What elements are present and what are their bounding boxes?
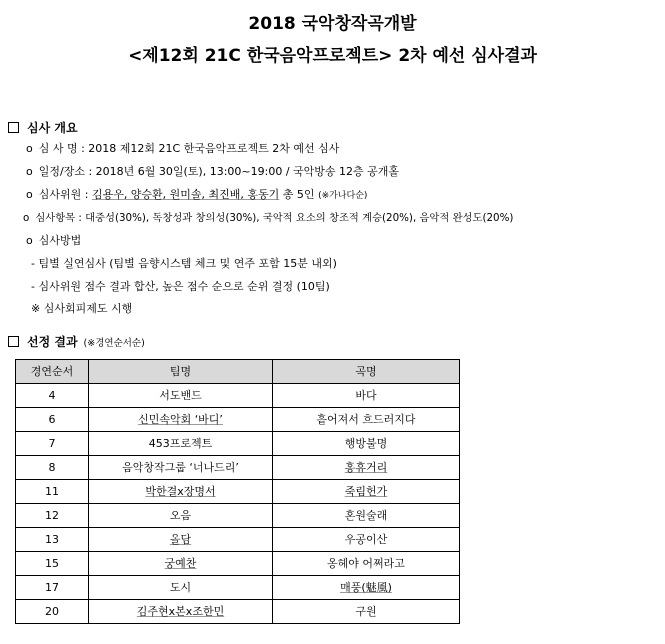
cell-team: 신민속악회 ‘바디’ [89,408,273,432]
checkbox-square-icon [8,336,19,347]
results-order-note: (※경연순서순) [83,338,145,349]
cell-order: 13 [16,528,89,552]
table-row [16,576,460,600]
method-detail-1: - 팀별 실연심사 (팀별 음향시스템 체크 및 연주 포함 15분 내외) [31,257,337,270]
cell-order: 4 [16,384,89,408]
cell-order: 20 [16,600,89,624]
column-header-song: 곡명 [273,360,460,384]
method-detail-2: - 심사위원 점수 결과 합산, 높은 점수 순으로 순위 결정 (10팀) [31,280,330,293]
overview-item-criteria: o 심사항목 : 대중성(30%), 독창성과 창의성(30%), 국악적 요소의 창조적 계승(20%), 음악적 완성도(20%) [23,212,514,224]
cell-team: 오음 [89,504,273,528]
bullet: o [26,234,33,247]
column-header-team: 팀명 [89,360,273,384]
table-header-row [16,360,460,384]
cell-order: 15 [16,552,89,576]
table-row [16,528,460,552]
checkbox-square-icon [8,122,19,133]
bullet: o [26,188,33,201]
bullet: o [23,212,30,224]
overview-heading-text: 심사 개요 [27,121,78,135]
bullet: o [26,142,33,155]
cell-order: 17 [16,576,89,600]
column-header-order: 경연순서 [16,360,89,384]
cell-order: 11 [16,480,89,504]
table-row [16,600,460,624]
results-heading-text: 선정 결과 [27,335,78,349]
overview-item-schedule: o 일정/장소 : 2018년 6월 30일(토), 13:00~19:00 / 국악방송 12층 공개홀 [26,165,400,178]
results-table [15,359,460,624]
cell-team: 도시 [89,576,273,600]
table-row [16,504,460,528]
bullet: o [26,165,33,178]
overview-item-judges: o 심사위원 : 김용우, 양승환, 원미솔, 최진배, 홍동기 총 5인 (※가나다순) [26,188,368,201]
cell-song: 바다 [273,384,460,408]
cell-order: 7 [16,432,89,456]
table-row [16,432,460,456]
cell-song: 흩어져서 흐드러지다 [273,408,460,432]
cell-team: 궁예찬 [89,552,273,576]
cell-song: 우공이산 [273,528,460,552]
cell-song: 홍휴거리 [273,456,460,480]
cell-song: 매풍(魅風) [273,576,460,600]
cell-team: 김주현x본x조한민 [89,600,273,624]
cell-team: 음악창작그룹 ‘너나드리’ [89,456,273,480]
overview-item-method: o 심사방법 [26,234,82,247]
cell-order: 12 [16,504,89,528]
cell-song: 구원 [273,600,460,624]
document-subtitle: <제12회 21C 한국음악프로젝트> 2차 예선 심사결과 [128,46,537,66]
cell-song: 행방불명 [273,432,460,456]
cell-order: 6 [16,408,89,432]
table-row [16,384,460,408]
cell-song: 옹헤야 어쩌라고 [273,552,460,576]
table-row [16,456,460,480]
document-title: 2018 국악창작곡개발 [248,14,417,34]
results-heading [8,333,145,350]
cell-team: 올담 [89,528,273,552]
cell-team: 박한결x장명서 [89,480,273,504]
cell-team: 453프로젝트 [89,432,273,456]
cell-order: 8 [16,456,89,480]
cell-song: 혼원술래 [273,504,460,528]
method-note: ※ 심사회피제도 시행 [31,302,133,315]
judges-names: 김용우, 양승환, 원미솔, 최진배, 홍동기 [91,188,280,201]
table-row [16,408,460,432]
cell-team: 서도밴드 [89,384,273,408]
overview-item-name: o 심 사 명 : 2018 제12회 21C 한국음악프로젝트 2차 예선 심사 [26,142,340,155]
table-row [16,552,460,576]
table-row [16,480,460,504]
overview-heading [8,119,78,136]
judges-note: (※가나다순) [318,191,368,201]
cell-song: 죽림헌가 [273,480,460,504]
